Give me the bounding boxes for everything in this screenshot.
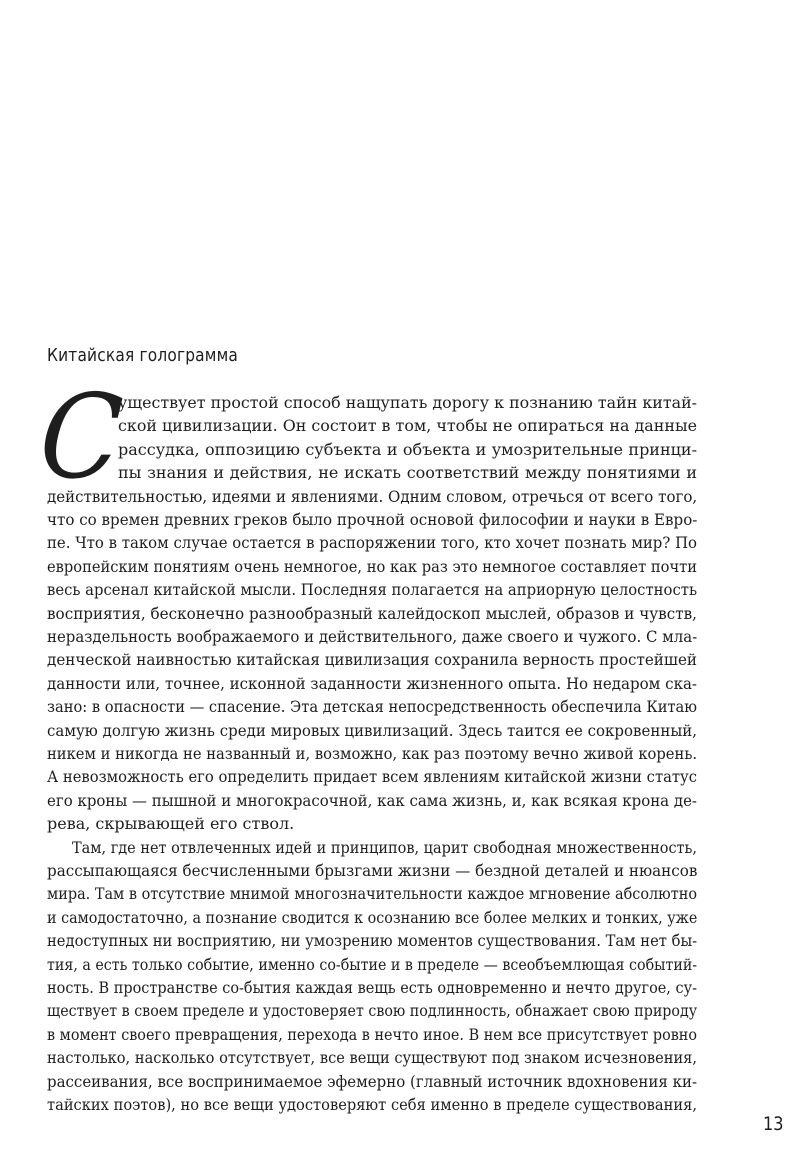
page-number: 13: [763, 1113, 784, 1135]
text-line: ность. В пространстве со-бытия каждая вещь есть одновременно и нечто другое, су-: [47, 978, 697, 997]
text-line: денческой наивностью китайская цивилизация сохранила верность простейшей: [47, 650, 697, 670]
text-line: ществует в своем пределе и удостоверяет свою подлинность, обнажает свою природу: [47, 1001, 698, 1021]
text-line: пы знания и действия, не искать соответствий между понятиями и: [118, 463, 697, 483]
text-line: в момент своего превращения, перехода в нечто иное. В нем все присутствует ровно: [47, 1024, 697, 1044]
text-line: рассудка, оппозицию субъекта и объекта и умозрительные принци-: [118, 439, 697, 459]
text-line: и самодостаточно, а познание сводится к осознанию все более мелких и тонких, уже: [47, 907, 698, 927]
text-line: нераздельность воображаемого и действительного, даже своего и чужого. С мла-: [47, 627, 698, 646]
text-line: самую долгую жизнь среди мировых цивилизаций. Здесь таится ее сокровенный,: [47, 720, 697, 740]
text-line: уществует простой способ нащупать дорогу к познанию тайн китай-: [118, 393, 697, 412]
text-line: действительностью, идеями и явлениями. Одним словом, отречься от всего того,: [47, 486, 698, 506]
text-line: рассыпающаяся бесчисленными брызгами жизни — бездной деталей и нюансов: [47, 861, 698, 880]
text-line: восприятия, бесконечно разнообразный калейдоскоп мыслей, образов и чувств,: [47, 603, 697, 623]
text-line: весь арсенал китайской мысли. Последняя полагается на априорную целостность: [47, 580, 698, 600]
text-line: недоступных ни восприятию, ни умозрению моментов существования. Там нет бы-: [47, 931, 698, 951]
text-line: данности или, точнее, исконной заданности жизненного опыта. Но недаром ска-: [47, 673, 697, 693]
text-line: мира. Там в отсутствие мнимой многозначительности каждое мгновение абсолютно: [47, 884, 698, 904]
text-line: Там, где нет отвлеченных идей и принципов, царит свободная множественность,: [72, 837, 697, 857]
text-line: европейским понятиям очень немногое, но как раз это немногое составляет почти: [47, 556, 697, 576]
text-line: его кроны — пышной и многокрасочной, как сама жизнь, и, как всякая крона де-: [47, 790, 697, 810]
text-line: тайских поэтов), но все вещи удостоверяют себя именно в пределе существования,: [47, 1095, 697, 1114]
text-line: никем и никогда не названный и, возможно, как раз поэтому вечно живой корень.: [47, 744, 697, 763]
text-line: пе. Что в таком случае остается в распоряжении того, кто хочет познать мир? По: [47, 533, 697, 553]
text-line: настолько, насколько отсутствует, все вещи существуют под знаком исчезновения,: [47, 1048, 697, 1068]
text-line: рассеивания, все воспринимаемое эфемерно (главный источник вдохновения ки-: [47, 1071, 698, 1091]
text-line: ской цивилизации. Он состоит в том, чтобы не опираться на данные: [118, 416, 697, 436]
text-line: тия, а есть только событие, именно со-бытие и в пределе — всеобъемлющая событий-: [47, 954, 698, 974]
text-line: зано: в опасности — спасение. Эта детская непосредственность обеспечила Китаю: [47, 697, 698, 717]
text-line: рева, скрывающей его ствол.: [47, 814, 295, 834]
dropcap-letter: С: [35, 370, 127, 505]
text-line: А невозможность его определить придает всем явлениям китайской жизни статус: [47, 767, 697, 787]
section-title: Китайская голограмма: [47, 346, 239, 366]
text-line: что со времен древних греков было прочной основой философии и науки в Евро-: [47, 510, 698, 529]
